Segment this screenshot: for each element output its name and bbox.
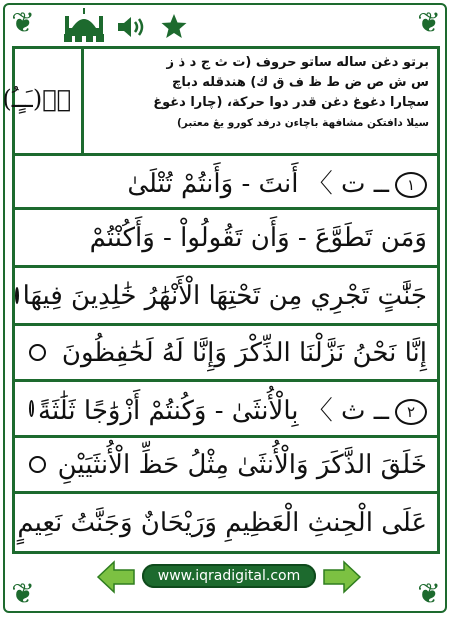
row-text: عَلَى الْحِنثِ الْعَظِيمِ وَرَيْحَانٌ وَجَنَّتُ نَعِيمٍ bbox=[17, 508, 427, 538]
corner-ornament-icon: ❦ bbox=[11, 577, 35, 610]
instruction-line: سيلا دافتكن مشافهة باچاءن درفد كورو يڠ معتبر) bbox=[177, 117, 429, 129]
mosque-icon bbox=[62, 6, 106, 44]
lesson-rule-label: نۡ(ـَـٍـُ) bbox=[2, 85, 71, 113]
instruction-line: برتو دغن ساله ساتو حروف (ت ث ج د ذ ز bbox=[166, 55, 429, 70]
row-text: إِنَّا نَحْنُ نَزَّلْنَا الذِّكْرَ وَإِنَّا لَهُ لَحَٰفِظُونَ bbox=[61, 337, 427, 368]
lesson-instructions bbox=[89, 53, 429, 133]
practice-row[interactable] bbox=[15, 494, 437, 552]
practice-row[interactable] bbox=[15, 326, 437, 382]
practice-row[interactable] bbox=[15, 268, 437, 326]
lesson-header bbox=[2, 49, 437, 156]
row-number-badge: ٢ bbox=[395, 399, 427, 425]
practice-row[interactable] bbox=[15, 438, 437, 494]
row-text: جَنَّٰتٍ تَجْرِي مِن تَحْتِهَا الْأَنْهَٰرُ خَٰلِدِينَ فِيهَا bbox=[22, 280, 427, 311]
practice-row[interactable] bbox=[15, 156, 437, 210]
practice-row[interactable] bbox=[15, 382, 437, 438]
corner-ornament-icon: ❦ bbox=[417, 6, 441, 39]
verse-stop-icon bbox=[15, 287, 19, 304]
verse-stop-icon bbox=[29, 456, 46, 473]
row-text: ٢ــ ث 〉 بِالْأُنثَىٰ - وَكُنتُمْ أَزْوَٰجًا ثَلَٰثَةً bbox=[38, 390, 427, 427]
top-toolbar bbox=[62, 6, 202, 44]
practice-row[interactable] bbox=[15, 210, 437, 268]
footer-nav bbox=[0, 558, 454, 598]
verse-stop-icon bbox=[29, 400, 34, 417]
verse-stop-icon bbox=[29, 344, 46, 361]
row-text: وَمَن تَطَوَّعَ - وَأَن تَقُولُواْ - وَأَكُنْتُمْ bbox=[89, 222, 427, 253]
arrow-right-icon[interactable] bbox=[322, 560, 362, 594]
arrow-left-icon[interactable] bbox=[96, 560, 136, 594]
row-number-badge: ١ bbox=[395, 172, 427, 198]
instruction-line: س ش ص ض ط ظ ف ق ك) هندقله دباچ bbox=[171, 75, 429, 90]
website-link[interactable]: www.iqradigital.com bbox=[142, 564, 316, 588]
row-text: خَلَقَ الذَّكَرَ وَالْأُنثَىٰ مِثْلُ حَظِّ الْأُنثَيَيْنِ bbox=[57, 449, 427, 480]
instruction-line: سچارا دغوغ دغن قدر دوا حركة، (چارا دغوغ bbox=[153, 95, 429, 110]
speaker-icon[interactable] bbox=[116, 15, 148, 39]
row-text: ١ــ ت 〉 أَنتَ - وَأَنتُمْ تُتْلَىٰ bbox=[127, 163, 427, 200]
star-icon[interactable] bbox=[160, 12, 188, 40]
corner-ornament-icon: ❦ bbox=[11, 6, 35, 39]
corner-ornament-icon: ❦ bbox=[417, 577, 441, 610]
header-divider bbox=[81, 49, 84, 153]
